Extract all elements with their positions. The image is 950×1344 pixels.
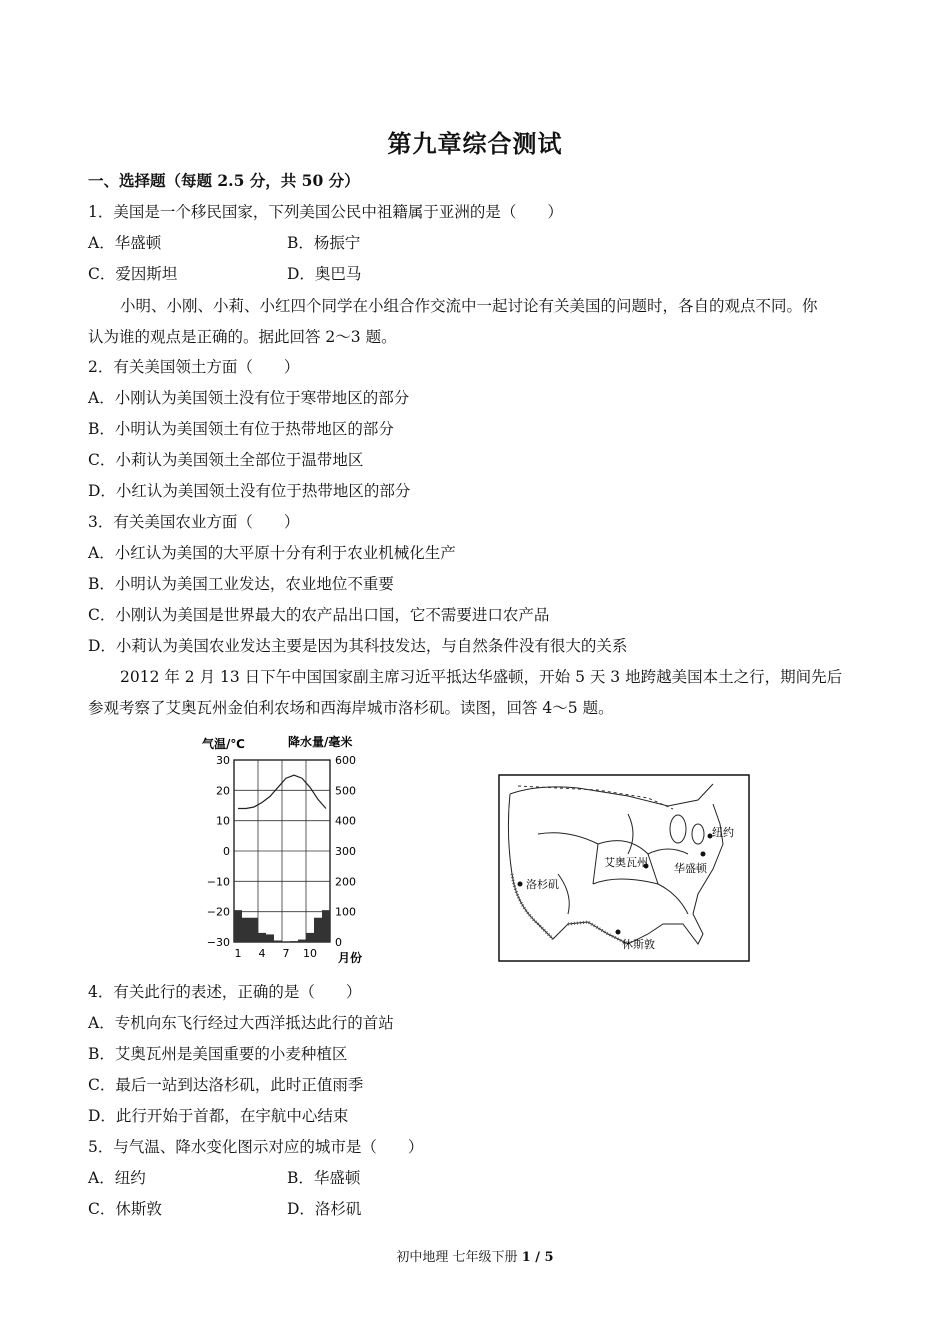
q3-option-c: C．小刚认为美国是世界最大的农产品出口国，它不需要进口农产品 xyxy=(88,606,550,624)
precip-tick-label: 500 xyxy=(335,784,356,798)
city-dot-la xyxy=(518,882,523,887)
intro2-line1: 2012 年 2 月 13 日下午中国国家副主席习近平抵达华盛顿，开始 5 天 3 地跨越美国本土之行，期间先后 xyxy=(120,668,843,686)
precip-tick-label: 100 xyxy=(335,905,356,919)
precip-bar xyxy=(282,941,290,942)
q4-option-b: B．艾奥瓦州是美国重要的小麦种植区 xyxy=(88,1045,348,1063)
precip-tick-label: 300 xyxy=(335,845,356,858)
intro2-line2: 参观考察了艾奥瓦州金伯利农场和西海岸城市洛杉矶。读图，回答 4～5 题。 xyxy=(88,699,614,717)
q4-stem: 4．有关此行的表述，正确的是（ ） xyxy=(88,983,362,1001)
label-houston: 休斯敦 xyxy=(622,938,655,951)
q3-option-a: A．小红认为美国的大平原十分有利于农业机械化生产 xyxy=(88,544,456,562)
label-newyork: 纽约 xyxy=(712,826,734,839)
city-dot-washington xyxy=(701,852,706,857)
intro1-line2: 认为谁的观点是正确的。据此回答 2～3 题。 xyxy=(88,328,397,346)
precip-bar xyxy=(274,940,282,942)
month-tick-label: 10 xyxy=(303,947,317,960)
q5-option-b: B．华盛顿 xyxy=(287,1169,361,1187)
page-footer xyxy=(0,1246,950,1265)
precip-bar xyxy=(314,918,322,942)
section-heading: 一、选择题（每题 2.5 分，共 50 分） xyxy=(88,171,360,190)
temp-tick-label: −10 xyxy=(206,875,230,889)
q1-option-d: D．奥巴马 xyxy=(287,265,362,283)
q4-option-d: D．此行开始于首都，在宇航中心结束 xyxy=(88,1107,349,1125)
temp-tick-label: −30 xyxy=(206,936,230,949)
footer-text: 初中地理 七年级下册 xyxy=(396,1250,522,1265)
precip-tick-label: 0 xyxy=(335,936,342,949)
month-tick-label: 7 xyxy=(282,947,290,960)
precip-bar xyxy=(266,934,274,942)
chart-grid xyxy=(234,760,330,942)
q3-stem: 3．有关美国农业方面（ ） xyxy=(88,513,300,531)
precip-bar xyxy=(306,933,314,942)
month-label: 月份 xyxy=(338,951,363,965)
temp-tick-label: 30 xyxy=(216,754,230,767)
q5-stem: 5．与气温、降水变化图示对应的城市是（ ） xyxy=(88,1138,424,1156)
precip-bar xyxy=(258,933,266,942)
temp-tick-label: 20 xyxy=(216,784,230,798)
q1-option-a: A．华盛顿 xyxy=(88,234,162,252)
label-iowa: 艾奥瓦州 xyxy=(604,856,648,869)
q2-option-b: B．小明认为美国领土有位于热带地区的部分 xyxy=(88,420,394,438)
month-tick-label: 4 xyxy=(258,947,266,960)
label-la: 洛杉矶 xyxy=(526,878,559,891)
temp-tick-label: 0 xyxy=(223,845,230,858)
climate-chart xyxy=(196,734,376,966)
precip-bar xyxy=(298,940,306,942)
precip-bar xyxy=(290,941,298,942)
q3-option-d: D．小莉认为美国农业发达主要是因为其科技发达，与自然条件没有很大的关系 xyxy=(88,637,628,655)
q3-option-b: B．小明认为美国工业发达，农业地位不重要 xyxy=(88,575,394,593)
precip-bar xyxy=(234,910,242,942)
q2-option-a: A．小刚认为美国领土没有位于寒带地区的部分 xyxy=(88,389,410,407)
q2-option-d: D．小红认为美国领土没有位于热带地区的部分 xyxy=(88,482,411,500)
precip-tick-label: 600 xyxy=(335,754,356,767)
precip-bar xyxy=(322,910,330,942)
right-axis-label: 降水量/毫米 xyxy=(288,735,353,749)
q1-option-b: B．杨振宁 xyxy=(287,234,361,252)
q1-stem: 1．美国是一个移民国家，下列美国公民中祖籍属于亚洲的是（ ） xyxy=(88,203,563,221)
label-washington: 华盛顿 xyxy=(674,862,707,875)
q1-option-c: C．爱因斯坦 xyxy=(88,265,178,283)
q4-option-c: C．最后一站到达洛杉矶，此时正值雨季 xyxy=(88,1076,364,1094)
q5-option-a: A．纽约 xyxy=(88,1169,146,1187)
q2-stem: 2．有关美国领土方面（ ） xyxy=(88,358,300,376)
month-tick-label: 1 xyxy=(234,947,242,960)
intro1-line1: 小明、小刚、小莉、小红四个同学在小组合作交流中一起讨论有关美国的问题时，各自的观点不同。你 xyxy=(120,297,818,315)
q5-option-c: C．休斯敦 xyxy=(88,1200,162,1218)
precip-bar xyxy=(250,918,258,942)
left-axis-label: 气温/℃ xyxy=(202,737,245,751)
q4-option-a: A．专机向东飞行经过大西洋抵达此行的首站 xyxy=(88,1014,394,1032)
page-number: 1 / 5 xyxy=(521,1250,554,1265)
temp-tick-label: −20 xyxy=(206,905,230,919)
q2-option-c: C．小莉认为美国领土全部位于温带地区 xyxy=(88,451,364,469)
usa-map xyxy=(498,774,750,962)
city-dot-houston xyxy=(616,930,621,935)
q5-option-d: D．洛杉矶 xyxy=(287,1200,362,1218)
precip-bar xyxy=(242,918,250,942)
page-title: 第九章综合测试 xyxy=(387,129,563,158)
precip-tick-label: 200 xyxy=(335,875,356,889)
precip-tick-label: 400 xyxy=(335,814,356,828)
temp-tick-label: 10 xyxy=(216,814,230,828)
